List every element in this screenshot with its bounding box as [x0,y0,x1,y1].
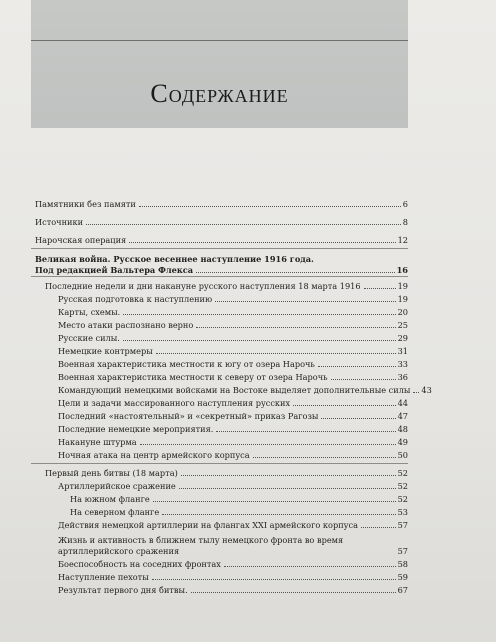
toc-entry-title: Ночная атака на центр армейского корпуса [58,450,250,460]
toc-entry [58,570,408,583]
toc-entry-title: Памятники без памяти [35,199,136,209]
toc-entry-title: Военная характеристика местности к югу от озера Нарочь [58,359,315,369]
toc-entry [58,557,408,570]
toc-entry [58,331,408,344]
toc-entry-title: Военная характеристика местности к северу от озера Нарочь [58,372,328,382]
toc-entry [70,505,408,518]
section-divider [31,248,408,249]
toc-entry-title: Жизнь и активность в ближнем тылу немецкого фронта во время артиллерийского сражения [58,535,344,556]
toc-entry-title: Результат первого дня битвы. [58,585,188,595]
toc-entry-title: На северном фланге [70,507,160,517]
toc-entry [58,357,408,370]
toc-entry-page: 43 [421,385,432,395]
toc-entry [58,305,408,318]
toc-entry [35,233,408,246]
toc-entry-page: 59 [397,572,408,582]
toc-entry-page: 52 [397,481,408,491]
toc-entry-page: 16 [396,265,408,275]
toc-entry [58,435,408,448]
toc-entry-title: Место атаки распознано верно [58,320,194,330]
page-title: Содержание [150,79,289,108]
toc-entry [35,263,408,276]
toc-entry [45,279,408,292]
toc-entry-title: Первый день битвы (18 марта) [45,468,178,478]
toc-entry-page: 50 [397,450,408,460]
toc-entry-page: 58 [397,559,408,569]
toc-entry [58,344,408,357]
toc-entry-page: 19 [397,281,408,291]
toc-entry-page: 57 [397,520,408,530]
toc-entry-page: 57 [397,546,408,556]
toc-entry-title: Командующий немецкими войсками на Востоке выделяет дополнительные силы [58,385,411,395]
toc-entry-page: 49 [397,437,408,447]
toc-entry-page: 31 [397,346,408,356]
toc-entry-page: 47 [397,411,408,421]
toc-entry-title: Немецкие контрмеры [58,346,153,356]
toc-entry [58,422,408,435]
toc-entry [58,383,432,396]
toc-entry-page: 48 [397,424,408,434]
toc-entry-page: 44 [397,398,408,408]
toc-entry [58,583,408,596]
toc-entry [58,518,408,531]
toc-entry-title: Карты, схемы. [58,307,121,317]
toc-entry-page: 36 [397,372,408,382]
toc-entry-title: Наступление пехоты [58,572,149,582]
toc-entry-title: Русская подготовка к наступлению [58,294,213,304]
toc-entry-page: 8 [402,217,408,227]
toc-entry-title: Русские силы. [58,333,120,343]
toc-entry-page: 20 [397,307,408,317]
toc-entry-title: Под редакцией Вальтера Флекса [35,265,194,275]
toc-entry-page: 19 [397,294,408,304]
toc-entry-title: На южном фланге [70,494,150,504]
toc-entry [45,466,408,479]
toc-entry-title: Последние немецкие мероприятия. [58,424,214,434]
toc-entry-title: Последний «настоятельный» и «секретный» приказ Рагозы [58,411,319,421]
toc-entry [58,318,408,331]
toc-entry-page: 12 [397,235,408,245]
toc-entry [35,215,408,228]
toc-entry [58,292,408,305]
toc-entry-title: Действия немецкой артиллерии на флангах XXI армейского корпуса [58,520,358,530]
toc-entry-page: 52 [397,494,408,504]
section-divider [31,276,408,277]
toc-entry-title: Артиллерийское сражение [58,481,176,491]
toc-entry-page: 25 [397,320,408,330]
toc-entry [58,479,408,492]
toc-entry [58,448,408,461]
toc-entry-page: 53 [397,507,408,517]
toc-entry-page: 33 [397,359,408,369]
toc-entry-page: 67 [397,585,408,595]
toc-entry [58,531,408,557]
toc-entry-page: 29 [397,333,408,343]
toc-entry [70,492,408,505]
toc-entry [58,396,408,409]
toc-entry [58,370,408,383]
toc-entry-title: Цели и задачи массированного наступления русских [58,398,291,408]
toc-entry-title: Последние недели и дни накануне русского наступления 18 марта 1916 [45,281,361,291]
toc-entry-title: Накануне штурма [58,437,137,447]
toc-entry-title: Великая война. Русское весеннее наступление 1916 года. [35,254,314,264]
section-divider [31,463,408,464]
toc-entry-title: Боеспособность на соседних фронтах [58,559,221,569]
toc-entry-title: Источники [35,217,84,227]
toc-entry-title: Нарочская операция [35,235,127,245]
toc-entry [58,409,408,422]
toc-entry-page: 52 [397,468,408,478]
toc-entry [35,197,408,210]
toc-entry-page: 6 [402,199,408,209]
